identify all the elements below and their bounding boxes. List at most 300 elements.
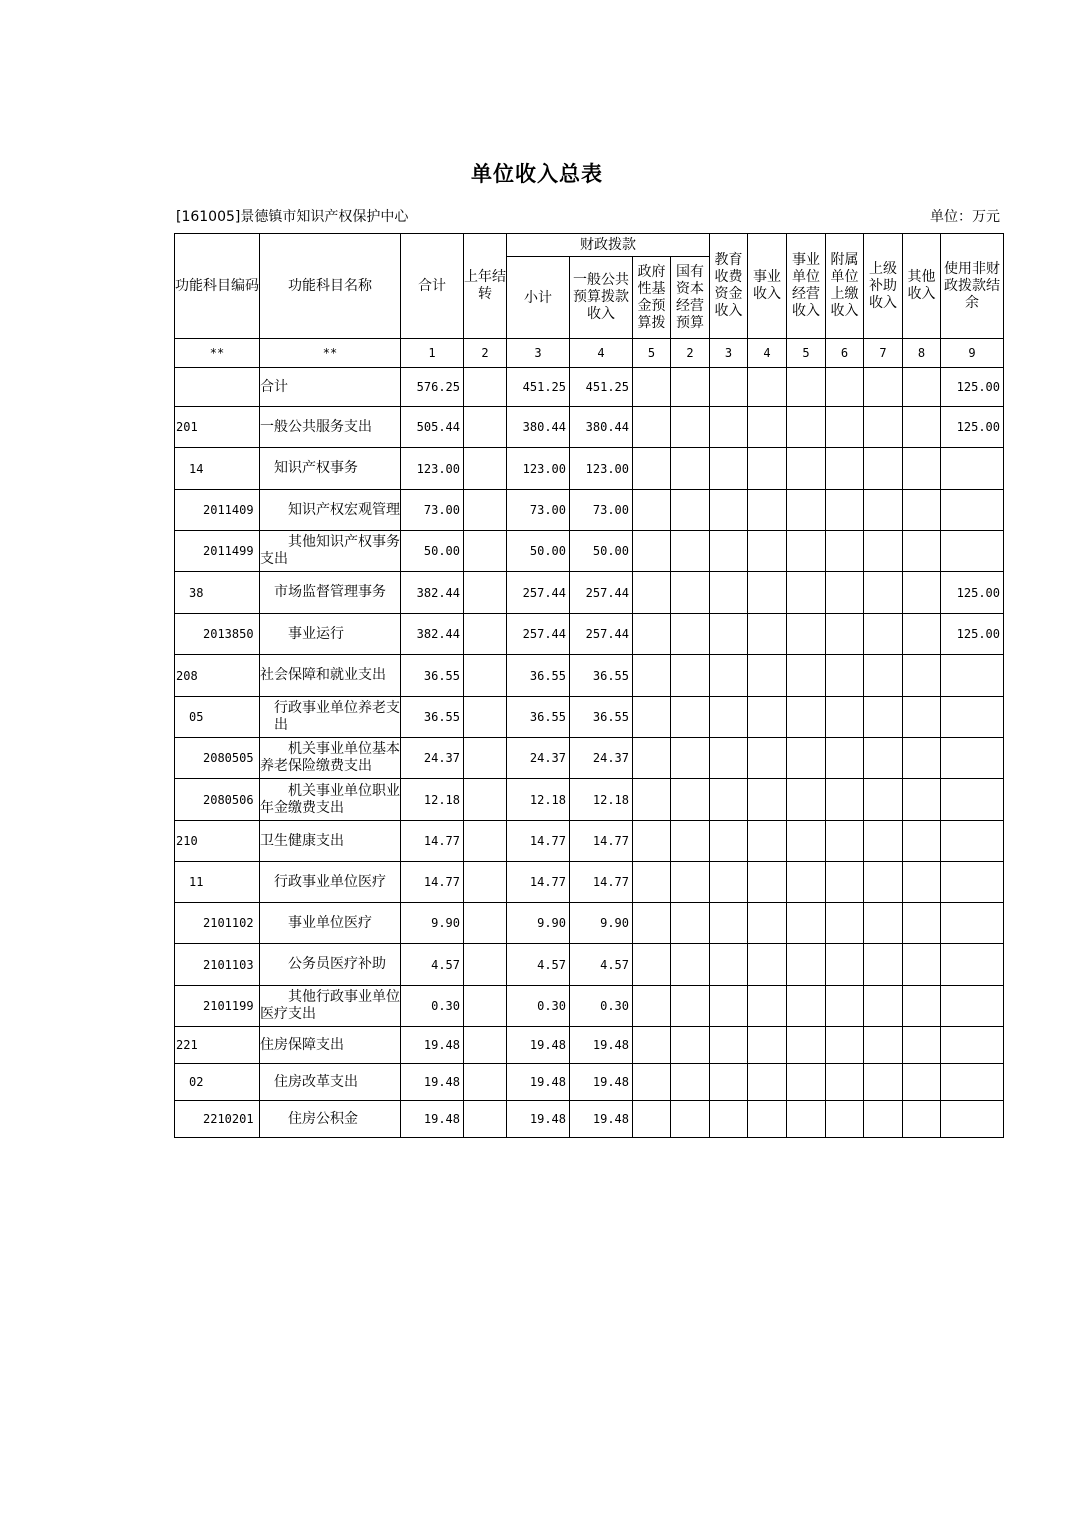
header-carryover: 上年结转: [464, 234, 507, 339]
code-cell: 2013850: [175, 614, 260, 655]
other-income-cell: [903, 697, 941, 738]
code-cell: 2011409: [175, 490, 260, 531]
name-cell: 住房保障支出: [260, 1027, 401, 1064]
other-income-cell: [903, 1027, 941, 1064]
business-income-cell: [748, 655, 787, 697]
business-income-cell: [748, 368, 787, 407]
state-capital-cell: [671, 697, 710, 738]
subtotal-cell: 19.48: [507, 1101, 570, 1138]
code-cell: 38: [175, 572, 260, 614]
other-income-cell: [903, 738, 941, 779]
other-income-cell: [903, 1064, 941, 1101]
other-income-cell: [903, 986, 941, 1027]
gov-fund-cell: [633, 368, 671, 407]
education-cell: [710, 986, 748, 1027]
superior-subsidy-cell: [864, 986, 903, 1027]
name-cell: 市场监督管理事务: [260, 572, 401, 614]
other-income-cell: [903, 448, 941, 490]
table-row: [175, 531, 1004, 572]
gov-fund-cell: [633, 572, 671, 614]
code-cell: 208: [175, 655, 260, 697]
subtotal-cell: 123.00: [507, 448, 570, 490]
subtotal-cell: 451.25: [507, 368, 570, 407]
total-cell: 50.00: [401, 531, 464, 572]
gov-fund-cell: [633, 862, 671, 903]
non-fiscal-balance-cell: [941, 697, 1004, 738]
superior-subsidy-cell: [864, 572, 903, 614]
index-row: [175, 339, 1004, 368]
subtotal-cell: 12.18: [507, 779, 570, 821]
carryover-cell: [464, 779, 507, 821]
affiliated-cell: [826, 655, 864, 697]
education-cell: [710, 903, 748, 944]
index-cell: 5: [787, 339, 826, 368]
operating-income-cell: [787, 614, 826, 655]
total-cell: 19.48: [401, 1101, 464, 1138]
superior-subsidy-cell: [864, 448, 903, 490]
education-cell: [710, 407, 748, 448]
header-subtotal: 小计: [507, 257, 570, 339]
state-capital-cell: [671, 944, 710, 986]
education-cell: [710, 1064, 748, 1101]
subtotal-cell: 19.48: [507, 1027, 570, 1064]
general-budget-cell: 14.77: [570, 862, 633, 903]
table-row: [175, 779, 1004, 821]
organization-label: [161005]景德镇市知识产权保护中心: [176, 209, 409, 225]
affiliated-cell: [826, 490, 864, 531]
superior-subsidy-cell: [864, 779, 903, 821]
state-capital-cell: [671, 738, 710, 779]
general-budget-cell: 14.77: [570, 821, 633, 862]
total-cell: 19.48: [401, 1064, 464, 1101]
business-income-cell: [748, 1027, 787, 1064]
affiliated-cell: [826, 903, 864, 944]
superior-subsidy-cell: [864, 531, 903, 572]
other-income-cell: [903, 490, 941, 531]
total-cell: 576.25: [401, 368, 464, 407]
gov-fund-cell: [633, 448, 671, 490]
carryover-cell: [464, 821, 507, 862]
affiliated-cell: [826, 368, 864, 407]
code-cell: 05: [175, 697, 260, 738]
education-cell: [710, 944, 748, 986]
header-name: 功能科目名称: [260, 234, 401, 339]
carryover-cell: [464, 368, 507, 407]
affiliated-cell: [826, 821, 864, 862]
state-capital-cell: [671, 1101, 710, 1138]
general-budget-cell: 0.30: [570, 986, 633, 1027]
code-cell: 2101199: [175, 986, 260, 1027]
subtotal-cell: 4.57: [507, 944, 570, 986]
state-capital-cell: [671, 407, 710, 448]
business-income-cell: [748, 1101, 787, 1138]
education-cell: [710, 1101, 748, 1138]
name-cell: 机关事业单位职业年金缴费支出: [260, 779, 401, 821]
gov-fund-cell: [633, 944, 671, 986]
code-cell: 14: [175, 448, 260, 490]
carryover-cell: [464, 1101, 507, 1138]
affiliated-cell: [826, 738, 864, 779]
business-income-cell: [748, 986, 787, 1027]
index-cell: 2: [464, 339, 507, 368]
index-cell: **: [260, 339, 401, 368]
table-row: [175, 1101, 1004, 1138]
gov-fund-cell: [633, 1064, 671, 1101]
affiliated-cell: [826, 1027, 864, 1064]
superior-subsidy-cell: [864, 614, 903, 655]
operating-income-cell: [787, 821, 826, 862]
general-budget-cell: 19.48: [570, 1027, 633, 1064]
gov-fund-cell: [633, 655, 671, 697]
gov-fund-cell: [633, 779, 671, 821]
header-education: 教育收费资金收入: [710, 234, 748, 339]
code-cell: 2101102: [175, 903, 260, 944]
carryover-cell: [464, 738, 507, 779]
header-gov-fund: 政府性基金预算拨: [633, 257, 671, 339]
other-income-cell: [903, 821, 941, 862]
general-budget-cell: 19.48: [570, 1064, 633, 1101]
page-title: 单位收入总表: [471, 162, 603, 186]
subtotal-cell: 19.48: [507, 1064, 570, 1101]
name-cell: 事业单位医疗: [260, 903, 401, 944]
general-budget-cell: 257.44: [570, 572, 633, 614]
gov-fund-cell: [633, 531, 671, 572]
header-business-income: 事业收入: [748, 234, 787, 339]
total-cell: 0.30: [401, 986, 464, 1027]
total-cell: 9.90: [401, 903, 464, 944]
income-summary-table: [174, 233, 1004, 1138]
total-cell: 24.37: [401, 738, 464, 779]
general-budget-cell: 36.55: [570, 655, 633, 697]
subtotal-cell: 14.77: [507, 821, 570, 862]
table-row: [175, 1027, 1004, 1064]
other-income-cell: [903, 903, 941, 944]
non-fiscal-balance-cell: [941, 1101, 1004, 1138]
carryover-cell: [464, 448, 507, 490]
header-affiliated: 附属单位上缴收入: [826, 234, 864, 339]
superior-subsidy-cell: [864, 1101, 903, 1138]
carryover-cell: [464, 986, 507, 1027]
total-cell: 123.00: [401, 448, 464, 490]
carryover-cell: [464, 407, 507, 448]
non-fiscal-balance-cell: 125.00: [941, 614, 1004, 655]
table-row: [175, 862, 1004, 903]
operating-income-cell: [787, 779, 826, 821]
non-fiscal-balance-cell: 125.00: [941, 368, 1004, 407]
gov-fund-cell: [633, 697, 671, 738]
gov-fund-cell: [633, 490, 671, 531]
other-income-cell: [903, 614, 941, 655]
superior-subsidy-cell: [864, 738, 903, 779]
table-row: [175, 368, 1004, 407]
education-cell: [710, 862, 748, 903]
non-fiscal-balance-cell: [941, 448, 1004, 490]
business-income-cell: [748, 1064, 787, 1101]
non-fiscal-balance-cell: [941, 490, 1004, 531]
business-income-cell: [748, 903, 787, 944]
operating-income-cell: [787, 862, 826, 903]
total-cell: 4.57: [401, 944, 464, 986]
carryover-cell: [464, 1064, 507, 1101]
operating-income-cell: [787, 986, 826, 1027]
superior-subsidy-cell: [864, 368, 903, 407]
superior-subsidy-cell: [864, 407, 903, 448]
operating-income-cell: [787, 490, 826, 531]
non-fiscal-balance-cell: [941, 1027, 1004, 1064]
non-fiscal-balance-cell: [941, 944, 1004, 986]
other-income-cell: [903, 368, 941, 407]
superior-subsidy-cell: [864, 862, 903, 903]
general-budget-cell: 257.44: [570, 614, 633, 655]
total-cell: 12.18: [401, 779, 464, 821]
name-cell: 事业运行: [260, 614, 401, 655]
index-cell: 5: [633, 339, 671, 368]
education-cell: [710, 490, 748, 531]
code-cell: 2210201: [175, 1101, 260, 1138]
operating-income-cell: [787, 368, 826, 407]
state-capital-cell: [671, 531, 710, 572]
index-cell: 6: [826, 339, 864, 368]
header-other-income: 其他收入: [903, 234, 941, 339]
state-capital-cell: [671, 862, 710, 903]
table-row: [175, 821, 1004, 862]
code-cell: 11: [175, 862, 260, 903]
general-budget-cell: 123.00: [570, 448, 633, 490]
gov-fund-cell: [633, 614, 671, 655]
operating-income-cell: [787, 531, 826, 572]
education-cell: [710, 1027, 748, 1064]
header-operating-income: 事业单位经营收入: [787, 234, 826, 339]
affiliated-cell: [826, 697, 864, 738]
affiliated-cell: [826, 986, 864, 1027]
business-income-cell: [748, 862, 787, 903]
non-fiscal-balance-cell: [941, 779, 1004, 821]
code-cell: 2101103: [175, 944, 260, 986]
superior-subsidy-cell: [864, 903, 903, 944]
header-superior-subsidy: 上级补助收入: [864, 234, 903, 339]
business-income-cell: [748, 738, 787, 779]
superior-subsidy-cell: [864, 1064, 903, 1101]
state-capital-cell: [671, 490, 710, 531]
non-fiscal-balance-cell: [941, 903, 1004, 944]
subtotal-cell: 14.77: [507, 862, 570, 903]
business-income-cell: [748, 944, 787, 986]
total-cell: 382.44: [401, 614, 464, 655]
education-cell: [710, 779, 748, 821]
code-cell: 02: [175, 1064, 260, 1101]
table-row: [175, 1064, 1004, 1101]
operating-income-cell: [787, 1101, 826, 1138]
total-cell: 382.44: [401, 572, 464, 614]
carryover-cell: [464, 697, 507, 738]
state-capital-cell: [671, 572, 710, 614]
state-capital-cell: [671, 1064, 710, 1101]
state-capital-cell: [671, 1027, 710, 1064]
education-cell: [710, 655, 748, 697]
table-row: [175, 738, 1004, 779]
table-row: [175, 407, 1004, 448]
non-fiscal-balance-cell: 125.00: [941, 572, 1004, 614]
carryover-cell: [464, 614, 507, 655]
business-income-cell: [748, 779, 787, 821]
operating-income-cell: [787, 655, 826, 697]
name-cell: 行政事业单位养老支出: [260, 697, 401, 738]
table-row: [175, 490, 1004, 531]
affiliated-cell: [826, 1064, 864, 1101]
subtotal-cell: 0.30: [507, 986, 570, 1027]
code-cell: 2080505: [175, 738, 260, 779]
unit-label: 单位：万元: [930, 209, 1000, 225]
superior-subsidy-cell: [864, 821, 903, 862]
general-budget-cell: 24.37: [570, 738, 633, 779]
operating-income-cell: [787, 903, 826, 944]
total-cell: 36.55: [401, 697, 464, 738]
affiliated-cell: [826, 407, 864, 448]
name-cell: 公务员医疗补助: [260, 944, 401, 986]
other-income-cell: [903, 862, 941, 903]
general-budget-cell: 4.57: [570, 944, 633, 986]
total-cell: 19.48: [401, 1027, 464, 1064]
table-row: [175, 572, 1004, 614]
education-cell: [710, 448, 748, 490]
carryover-cell: [464, 1027, 507, 1064]
code-cell: 2080506: [175, 779, 260, 821]
education-cell: [710, 738, 748, 779]
total-cell: 14.77: [401, 862, 464, 903]
name-cell: 一般公共服务支出: [260, 407, 401, 448]
index-cell: 1: [401, 339, 464, 368]
state-capital-cell: [671, 903, 710, 944]
business-income-cell: [748, 531, 787, 572]
name-cell: 机关事业单位基本养老保险缴费支出: [260, 738, 401, 779]
other-income-cell: [903, 572, 941, 614]
carryover-cell: [464, 944, 507, 986]
business-income-cell: [748, 614, 787, 655]
header-fiscal-group: 财政拨款: [507, 234, 710, 257]
subtotal-cell: 50.00: [507, 531, 570, 572]
non-fiscal-balance-cell: [941, 821, 1004, 862]
affiliated-cell: [826, 572, 864, 614]
operating-income-cell: [787, 944, 826, 986]
non-fiscal-balance-cell: 125.00: [941, 407, 1004, 448]
general-budget-cell: 9.90: [570, 903, 633, 944]
header-code: 功能科目编码: [175, 234, 260, 339]
name-cell: 知识产权宏观管理: [260, 490, 401, 531]
state-capital-cell: [671, 655, 710, 697]
index-cell: 9: [941, 339, 1004, 368]
carryover-cell: [464, 862, 507, 903]
other-income-cell: [903, 944, 941, 986]
gov-fund-cell: [633, 738, 671, 779]
name-cell: 住房改革支出: [260, 1064, 401, 1101]
other-income-cell: [903, 407, 941, 448]
subtotal-cell: 24.37: [507, 738, 570, 779]
subtotal-cell: 380.44: [507, 407, 570, 448]
operating-income-cell: [787, 1064, 826, 1101]
general-budget-cell: 36.55: [570, 697, 633, 738]
index-cell: 7: [864, 339, 903, 368]
state-capital-cell: [671, 821, 710, 862]
superior-subsidy-cell: [864, 697, 903, 738]
affiliated-cell: [826, 531, 864, 572]
header-general-budget: 一般公共预算拨款收入: [570, 257, 633, 339]
business-income-cell: [748, 821, 787, 862]
name-cell: 卫生健康支出: [260, 821, 401, 862]
header-total: 合计: [401, 234, 464, 339]
code-cell: [175, 368, 260, 407]
gov-fund-cell: [633, 1101, 671, 1138]
name-cell: 住房公积金: [260, 1101, 401, 1138]
general-budget-cell: 380.44: [570, 407, 633, 448]
total-cell: 505.44: [401, 407, 464, 448]
business-income-cell: [748, 490, 787, 531]
affiliated-cell: [826, 779, 864, 821]
operating-income-cell: [787, 738, 826, 779]
general-budget-cell: 12.18: [570, 779, 633, 821]
gov-fund-cell: [633, 821, 671, 862]
non-fiscal-balance-cell: [941, 1064, 1004, 1101]
affiliated-cell: [826, 1101, 864, 1138]
name-cell: 行政事业单位医疗: [260, 862, 401, 903]
index-cell: 3: [710, 339, 748, 368]
index-cell: 4: [748, 339, 787, 368]
superior-subsidy-cell: [864, 655, 903, 697]
code-cell: 2011499: [175, 531, 260, 572]
gov-fund-cell: [633, 986, 671, 1027]
education-cell: [710, 614, 748, 655]
other-income-cell: [903, 655, 941, 697]
gov-fund-cell: [633, 903, 671, 944]
operating-income-cell: [787, 448, 826, 490]
state-capital-cell: [671, 368, 710, 407]
carryover-cell: [464, 655, 507, 697]
gov-fund-cell: [633, 407, 671, 448]
state-capital-cell: [671, 448, 710, 490]
total-cell: 14.77: [401, 821, 464, 862]
non-fiscal-balance-cell: [941, 738, 1004, 779]
affiliated-cell: [826, 862, 864, 903]
subtotal-cell: 36.55: [507, 697, 570, 738]
gov-fund-cell: [633, 1027, 671, 1064]
table-row: [175, 448, 1004, 490]
general-budget-cell: 73.00: [570, 490, 633, 531]
non-fiscal-balance-cell: [941, 986, 1004, 1027]
operating-income-cell: [787, 572, 826, 614]
state-capital-cell: [671, 779, 710, 821]
affiliated-cell: [826, 944, 864, 986]
index-cell: 4: [570, 339, 633, 368]
general-budget-cell: 451.25: [570, 368, 633, 407]
superior-subsidy-cell: [864, 944, 903, 986]
header-state-capital: 国有资本经营预算: [671, 257, 710, 339]
superior-subsidy-cell: [864, 490, 903, 531]
education-cell: [710, 572, 748, 614]
index-cell: 3: [507, 339, 570, 368]
header-non-fiscal-balance: 使用非财政拨款结余: [941, 234, 1004, 339]
education-cell: [710, 821, 748, 862]
subtotal-cell: 257.44: [507, 614, 570, 655]
index-cell: **: [175, 339, 260, 368]
operating-income-cell: [787, 697, 826, 738]
carryover-cell: [464, 531, 507, 572]
subtotal-cell: 36.55: [507, 655, 570, 697]
business-income-cell: [748, 448, 787, 490]
name-cell: 社会保障和就业支出: [260, 655, 401, 697]
general-budget-cell: 50.00: [570, 531, 633, 572]
operating-income-cell: [787, 1027, 826, 1064]
affiliated-cell: [826, 614, 864, 655]
subtotal-cell: 257.44: [507, 572, 570, 614]
